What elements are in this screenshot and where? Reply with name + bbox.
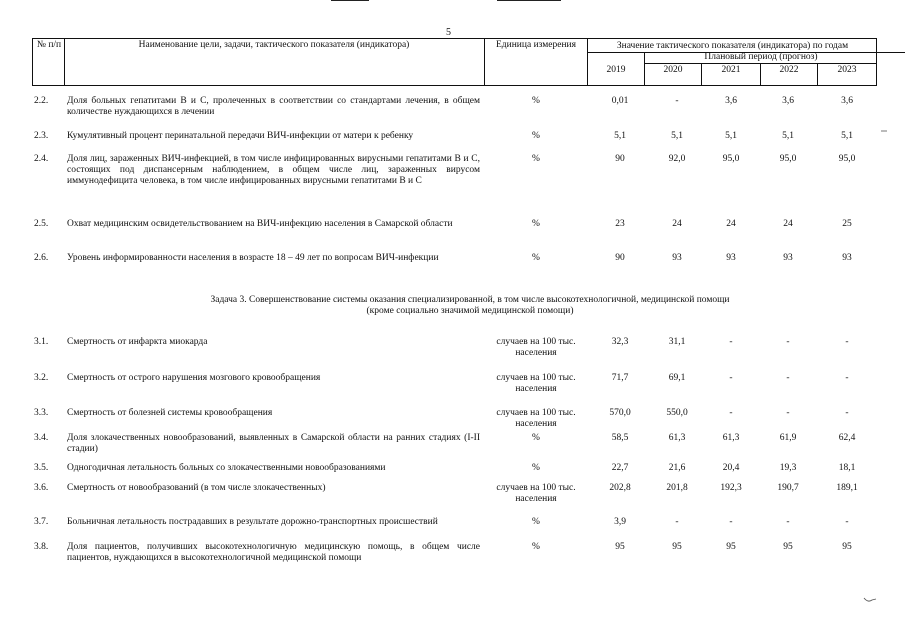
row-unit: случаев на 100 тыс. населения (496, 408, 576, 430)
row-value: 3,6 (725, 96, 737, 106)
row-number: 3.8. (34, 542, 49, 552)
row-unit: случаев на 100 тыс. населения (496, 483, 576, 505)
row-number: 2.5. (34, 219, 49, 229)
row-unit: % (532, 253, 540, 263)
task-heading-line: Задача 3. Совершенствование системы оказания специализированной, в том числе высокотехнологичной, медицинской помощи (210, 295, 730, 305)
row-value: 31,1 (668, 337, 686, 347)
row-value: - (729, 373, 733, 383)
row-value: 90 (615, 253, 625, 263)
row-value: 5,1 (614, 131, 626, 141)
row-number: 3.4. (34, 433, 49, 443)
row-value: - (786, 373, 790, 383)
row-value: - (786, 517, 790, 527)
row-value: 95 (842, 542, 852, 552)
row-value: 95,0 (779, 154, 797, 164)
row-value: - (786, 408, 790, 418)
row-name: Кумулятивный процент перинатальной передачи ВИЧ-инфекции от матери к ребенку (67, 131, 414, 141)
row-value: 20,4 (722, 463, 740, 473)
row-value: 5,1 (782, 131, 794, 141)
row-value: 25 (842, 219, 852, 229)
margin-mark-icon (880, 128, 888, 134)
row-value: 58,5 (611, 433, 629, 443)
row-unit: % (532, 219, 540, 229)
row-value: 21,6 (668, 463, 686, 473)
row-unit: % (532, 433, 540, 443)
header-year: 2021 (721, 65, 741, 75)
row-value: - (675, 517, 679, 527)
row-number: 2.6. (34, 253, 49, 263)
header-year: 2020 (663, 65, 683, 75)
row-number: 2.2. (34, 96, 49, 106)
row-value: 0,01 (611, 96, 629, 106)
row-number: 3.2. (34, 373, 49, 383)
top-edge-mark (331, 0, 369, 1)
row-unit: % (532, 96, 540, 106)
row-value: 61,3 (722, 433, 740, 443)
row-value: - (845, 337, 849, 347)
row-name: Больничная летальность пострадавших в результате дорожно-транспортных происшествий (67, 517, 438, 527)
row-value: 5,1 (671, 131, 683, 141)
row-value: 23 (615, 219, 625, 229)
row-value: - (729, 517, 733, 527)
row-value: 93 (783, 253, 793, 263)
row-number: 3.6. (34, 483, 49, 493)
row-unit: % (532, 154, 540, 164)
row-value: - (675, 96, 679, 106)
page-number: 5 (446, 27, 451, 38)
row-number: 3.1. (34, 337, 49, 347)
row-name: Охват медицинским освидетельствованием на ВИЧ-инфекцию населения в Самарской области (67, 219, 453, 229)
row-value: - (729, 337, 733, 347)
row-value: 190,7 (777, 483, 799, 493)
row-value: 202,8 (609, 483, 631, 493)
row-value: 22,7 (611, 463, 629, 473)
row-unit: случаев на 100 тыс. населения (496, 337, 576, 359)
row-value: 95,0 (722, 154, 740, 164)
row-value: 93 (726, 253, 736, 263)
row-name: Доля пациентов, получивших высокотехнологичную медицинскую помощь, в общем числе пациентов, нуждающихся в высокотехнологичной медицинской помощи (67, 542, 480, 564)
row-value: 95,0 (838, 154, 856, 164)
margin-mark-icon (862, 596, 878, 604)
row-value: 62,4 (838, 433, 856, 443)
row-number: 3.5. (34, 463, 49, 473)
row-value: 570,0 (609, 408, 631, 418)
header-year: 2019 (606, 65, 626, 75)
row-value: 3,6 (782, 96, 794, 106)
row-value: 189,1 (836, 483, 858, 493)
row-value: 201,8 (666, 483, 688, 493)
row-name: Уровень информированности населения в возрасте 18 – 49 лет по вопросам ВИЧ-инфекции (67, 253, 439, 263)
row-name: Доля злокачественных новообразований, выявленных в Самарской области на ранних стадиях (I-II стадии) (67, 433, 480, 455)
row-value: 69,1 (668, 373, 686, 383)
row-value: 95 (672, 542, 682, 552)
row-value: 93 (672, 253, 682, 263)
header-year: 2023 (837, 65, 857, 75)
row-value: 19,3 (779, 463, 797, 473)
row-value: - (845, 517, 849, 527)
row-value: 61,9 (779, 433, 797, 443)
row-value: 90 (615, 154, 625, 164)
row-value: 92,0 (668, 154, 686, 164)
row-name: Смертность от инфаркта миокарда (67, 337, 208, 347)
row-unit: случаев на 100 тыс. населения (496, 373, 576, 395)
header-plan-period: Плановый период (прогноз) (704, 52, 818, 62)
row-value: 61,3 (668, 433, 686, 443)
header-col-number: № п/п (36, 40, 62, 50)
row-value: 5,1 (841, 131, 853, 141)
row-value: 3,9 (614, 517, 626, 527)
row-value: 192,3 (720, 483, 742, 493)
row-unit: % (532, 131, 540, 141)
top-edge-mark (497, 0, 561, 1)
row-unit: % (532, 463, 540, 473)
row-name: Одногодичная летальность больных со злокачественными новообразованиями (67, 463, 386, 473)
row-name: Доля больных гепатитами В и С, пролеченных в соответствии со стандартами лечения, в общем количестве нуждающихся в лечении (67, 96, 480, 118)
row-name: Смертность от новообразований (в том числе злокачественных) (67, 483, 326, 493)
row-value: 93 (842, 253, 852, 263)
row-value: 24 (726, 219, 736, 229)
row-value: 3,6 (841, 96, 853, 106)
row-value: 24 (672, 219, 682, 229)
row-value: 18,1 (838, 463, 856, 473)
row-unit: % (532, 517, 540, 527)
row-value: 95 (726, 542, 736, 552)
row-value: 5,1 (725, 131, 737, 141)
row-value: - (845, 408, 849, 418)
row-value: 24 (783, 219, 793, 229)
header-year: 2022 (779, 65, 799, 75)
row-value: - (845, 373, 849, 383)
row-unit: % (532, 542, 540, 552)
row-value: 95 (615, 542, 625, 552)
row-number: 2.3. (34, 131, 49, 141)
header-col-unit: Единица измерения (496, 40, 576, 50)
row-value: - (729, 408, 733, 418)
row-number: 3.3. (34, 408, 49, 418)
row-number: 3.7. (34, 517, 49, 527)
row-name: Смертность от острого нарушения мозгового кровообращения (67, 373, 321, 383)
row-value: - (786, 337, 790, 347)
row-value: 32,3 (611, 337, 629, 347)
row-name: Смертность от болезней системы кровообращения (67, 408, 273, 418)
task-heading (100, 295, 840, 317)
task-heading-line: (кроме социально значимой медицинской помощи) (366, 306, 574, 317)
header-col-values: Значение тактического показателя (индикатора) по годам (616, 41, 849, 51)
table-header (32, 38, 877, 86)
row-value: 71,7 (611, 373, 629, 383)
row-name: Доля лиц, зараженных ВИЧ-инфекцией, в том числе инфицированных вирусными гепатитами В и С, состоящих под диспансерным наблюдением, в общем числе лиц, зараженных вирусом иммунодефицита человека, в том числе инфицированных вирусными гепатитами В и С (67, 154, 480, 187)
header-col-name: Наименование цели, задачи, тактического показателя (индикатора) (138, 40, 410, 50)
row-value: 550,0 (666, 408, 688, 418)
row-number: 2.4. (34, 154, 49, 164)
row-value: 95 (783, 542, 793, 552)
